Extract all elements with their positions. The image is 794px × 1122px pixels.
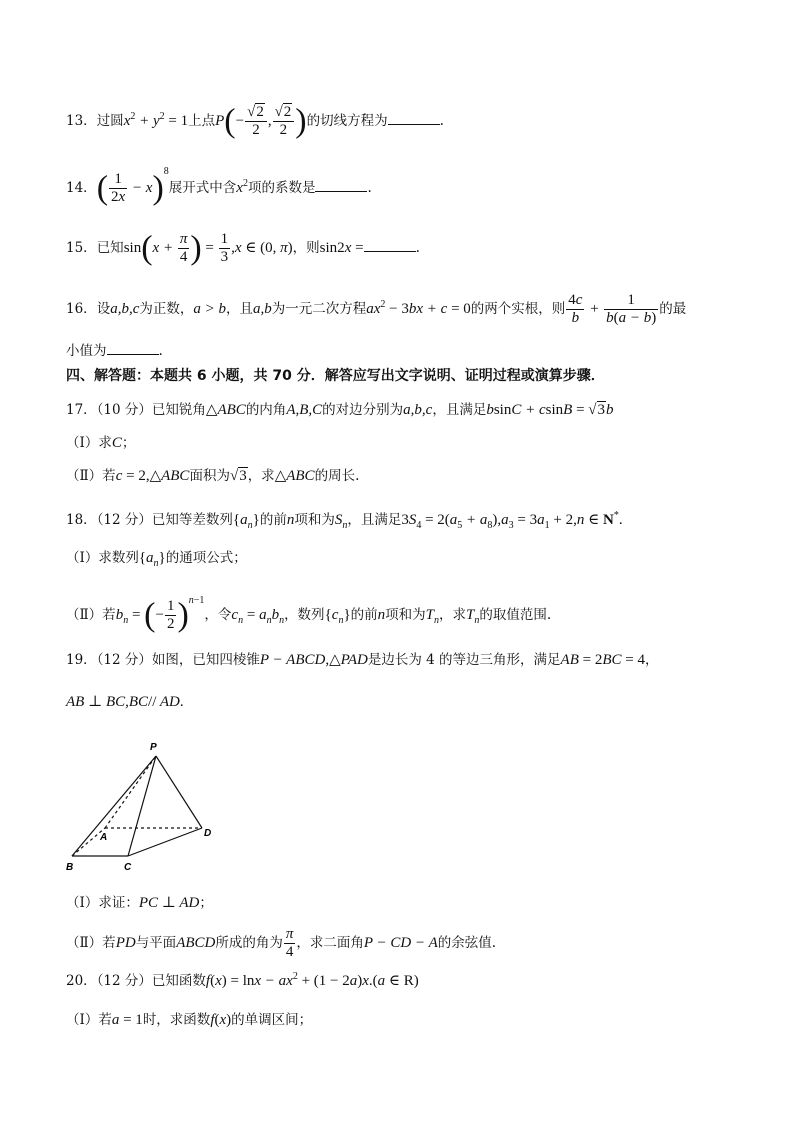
question-17-part1: （Ⅰ）求C； <box>66 435 136 451</box>
circle-equation: $x^2 + y^2 = 1$ <box>123 110 189 129</box>
vertex-label-B: B <box>66 862 74 873</box>
question-16: 16．设a,b,c为正数，a > b，且a,b为一元二次方程$ax^2 - 3bx + c = 0$的两个实根，则 $\frac{4c}{b}$ + $\frac{1}{b(a - b)}$ 的最 <box>66 292 687 326</box>
answer-blank <box>388 110 440 125</box>
vertex-label-P: P <box>150 742 157 753</box>
point-P: P(− $\frac{√2}{2}$ , $\frac{√2}{2}$ ) <box>215 102 307 140</box>
bn-definition: $b_n$ = (− $\frac{1}{2}$ )$^{n-1}$ <box>115 594 205 634</box>
question-19-cont <box>66 692 184 712</box>
question-19-part1: （Ⅰ）求证：PC ⊥ AD； <box>66 895 213 911</box>
q17-condition: bsinC + csinB = √3b <box>486 402 614 418</box>
sin-condition: sin(x + $\frac{\pi}{4}$ ) = $\frac{1}{3}$ ,x ∈ (0, π) <box>123 229 293 267</box>
question-19-part2: （Ⅱ）若PD与平面ABCD所成的角为 $\frac{\pi}{4}$ ，求二面角P − CD − A的余弦值. <box>66 926 497 960</box>
question-18: 18．（12 分）已知等差数列$\{a_n\}$的前n项和为$S_n$，且满足$3S_4 = 2(a_5 + a_8),a_3 = 3a_1 + 2,n$ ∈ N*. <box>66 510 623 531</box>
vertex-label-A: A <box>100 832 108 843</box>
question-14: 14．( $\frac{1}{2x}$ − x)$^8$展开式中含$x^2$项的系数是 . <box>66 165 372 207</box>
q13-number: 13． <box>66 112 97 129</box>
question-19: 19．（12 分）如图，已知四棱锥P − ABCD,△PAD是边长为 4 的等边三角形，满足AB = 2BC = 4， <box>66 652 659 668</box>
answer-blank <box>107 340 159 355</box>
question-20: 20．（12 分）已知函数$f(x) = \ln x - ax^2 + (1 - 2a)x.(a$ ∈ R) <box>66 971 419 989</box>
question-17: 17．（10 分）已知锐角△ABC的内角A,B,C的对边分别为a,b,c，且满足bsinC + csinB = √3b <box>66 402 614 418</box>
question-15: 15．已知sin(x + $\frac{\pi}{4}$ ) = $\frac{1}{3}$ ,x ∈ (0, π)，则sin2x = . <box>66 229 420 267</box>
edge-PA <box>105 756 156 828</box>
target-expression: $\frac{4c}{b}$ + $\frac{1}{b(a - b)}$ <box>568 292 657 326</box>
answer-blank <box>364 237 416 252</box>
binomial-expression: ( $\frac{1}{2x}$ − x)$^8$ <box>96 165 169 207</box>
q19-condition: AB ⊥ BC,BC// AD. <box>66 694 184 710</box>
question-18-part1: （Ⅰ）求数列$\{a_n\}$的通项公式； <box>66 550 247 569</box>
answer-blank <box>315 177 367 192</box>
question-16-cont: 小值为 . <box>66 340 163 361</box>
section-heading: 四、解答题：本题共 6 小题，共 70 分．解答应写出文字说明、证明过程或演算步骤． <box>66 368 605 384</box>
vertex-label-C: C <box>124 862 132 873</box>
pyramid-figure <box>60 738 220 876</box>
edge-PB <box>72 756 156 856</box>
edge-PD <box>156 756 202 828</box>
quadratic-equation: $ax^2 - 3bx + c = 0$ <box>366 298 471 317</box>
q18-condition: $3S_4 = 2(a_5 + a_8),a_3 = 3a_1 + 2,n$ ∈ N*. <box>401 510 623 531</box>
question-13: 13．过圆$x^2 + y^2 = 1$上点P(− $\frac{√2}{2}$ , $\frac{√2}{2}$ )的切线方程为 . <box>66 102 444 140</box>
question-17-part2: （Ⅱ）若c = 2,△ABC面积为√3，求△ABC的周长. <box>66 468 360 484</box>
edge-CD <box>128 828 202 856</box>
question-18-part2: （Ⅱ）若$b_n$ = (− $\frac{1}{2}$ )$^{n-1}$，令$c_n = a_nb_n$，数列$\{c_n\}$的前n项和为$T_n$，求$T_n$的取值范围. <box>66 594 552 634</box>
vertex-label-D: D <box>204 828 212 839</box>
question-20-part1: （Ⅰ）若a = 1时，求函数f(x)的单调区间； <box>66 1012 313 1028</box>
edge-PC <box>128 756 156 856</box>
function-f: $f(x) = \ln x - ax^2 + (1 - 2a)x.(a$ ∈ R) <box>205 971 419 989</box>
